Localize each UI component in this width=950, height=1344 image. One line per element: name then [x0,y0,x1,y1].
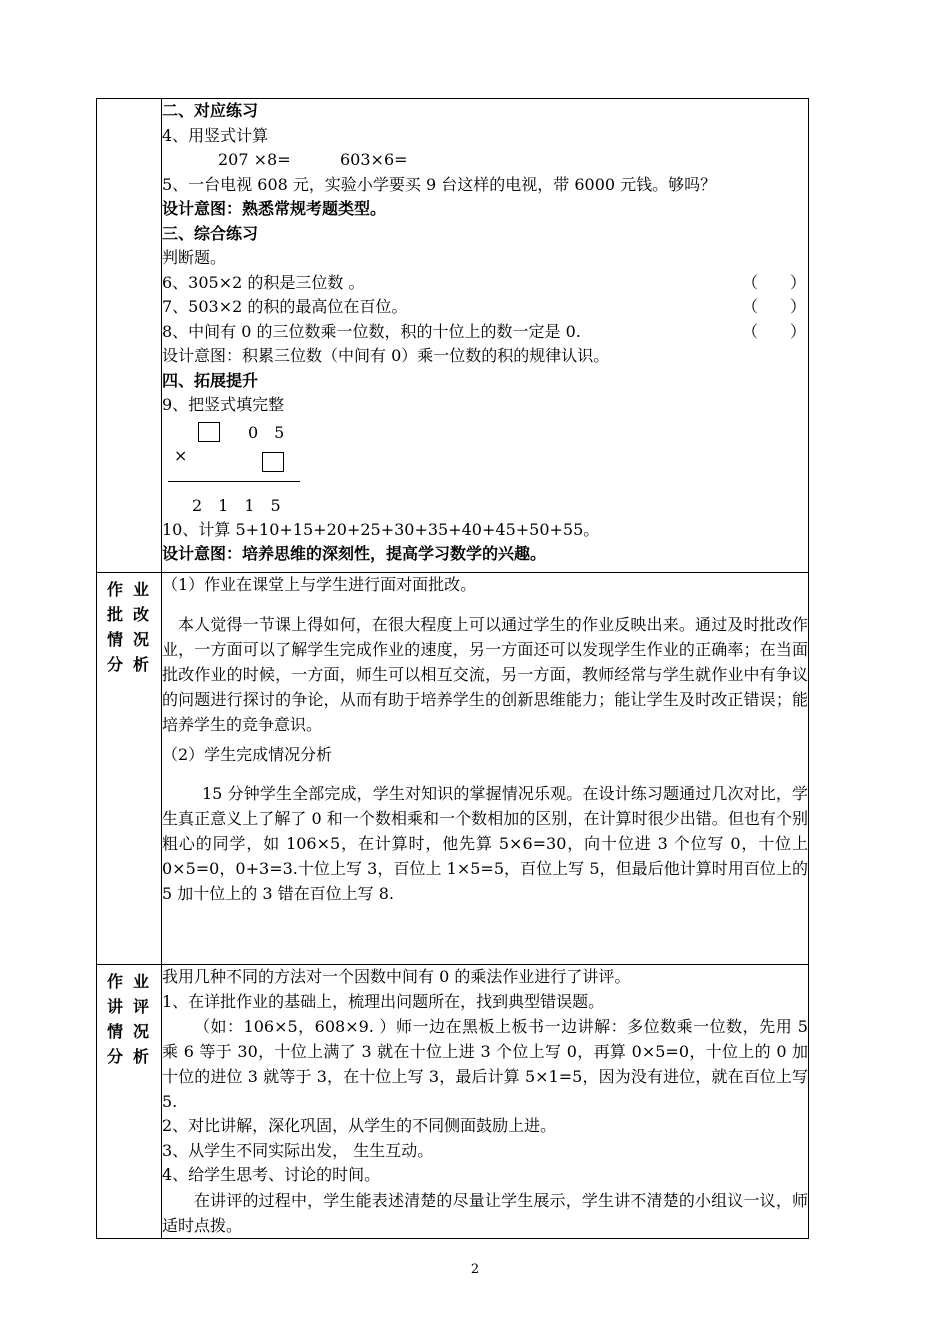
question-4-calculations [162,148,808,173]
page-number: 2 [470,1262,480,1277]
heading-corresponding-practice: 二、对应练习 [162,101,259,120]
question-7-text: 7、503×2 的积的最高位在百位。 [162,297,408,316]
blank-box-multiplier[interactable] [262,452,284,472]
review-point-2: 2、对比讲解，深化巩固，从学生的不同侧面鼓励上进。 [162,1116,557,1135]
practice-label-cell [97,99,162,573]
review-conclusion: 在讲评的过程中，学生能表述清楚的尽量让学生展示，学生讲不清楚的小组议一议，师适时点拨。 [162,1190,808,1235]
blank-box-hundreds[interactable] [198,422,220,442]
vertical-calculation [162,418,808,514]
grading-label-cell [97,573,162,965]
grading-content-cell [162,573,809,965]
review-point-4: 4、给学生思考、讨论的时间。 [162,1165,381,1184]
grading-paragraph-2: 15 分钟学生全部完成，学生对知识的掌握情况乐观。在设计练习题通过几次对比，学生真正意义上了解了 0 和一个数相乘和一个数相加的区别，在计算时很少出错。但也有个别粗心的同学，如 106×5，在计算时，他先算 5×6=30，向十位进 3 个位写 0，十位上 0×5=0，0+3=3.十位上写 3，百位上 1×5=5，百位上写 5，但最后他计算时用百位上的 5 加十位上的 3 错在百位上写 8. [162,784,808,903]
answer-paren-8[interactable]: （ ） [741,321,806,341]
practice-row [97,99,809,573]
vertical-top-digits: 0 5 [248,422,285,442]
grading-paragraph-1: 本人觉得一节课上得如何，在很大程度上可以通过学生的作业反映出来。通过及时批改作业，一方面可以了解学生完成作业的速度，另一方面还可以发现学生作业的正确率；在当面批改作业的时候，一方面，师生可以相互交流，另一方面，教师经常与学生就作业中有争议的问题进行探讨的争论，从而有助于培养学生的创新思维能力；能让学生及时改正错误；能培养学生的竞争意识。 [162,614,808,734]
review-label-cell [97,965,162,1239]
grading-row [97,573,809,965]
review-example: （如：106×5，608×9. ）师一边在黑板上板书一边讲解：多位数乘一位数，先用 5 乘 6 等于 30，十位上满了 3 就在十位上进 3 个位上写 0，再算 0×5=0，十位上的 0 加十位的进位 3 就等于 3，在十位上写 3，最后计算 5×1=5，因为没有进位，就在百位上写 5. [162,1017,808,1111]
question-8-text: 8、中间有 0 的三位数乘一位数，积的十位上的数一定是 0. [162,321,581,341]
vertical-rule [168,481,300,482]
question-5: 5、一台电视 608 元，实验小学要买 9 台这样的电视，带 6000 元钱。够吗？ [162,174,717,194]
question-6 [162,271,808,296]
calc-603x6: 603×6= [340,150,408,169]
question-4: 4、用竖式计算 [162,125,269,145]
answer-paren-6[interactable]: （ ） [741,272,806,292]
grading-point-1: （1）作业在课堂上与学生进行面对面批改。 [162,575,477,594]
judgement-title: 判断题。 [162,248,227,267]
design-intent-1: 设计意图：熟悉常规考题类型。 [162,199,387,218]
question-7 [162,295,808,320]
review-intro: 我用几种不同的方法对一个因数中间有 0 的乘法作业进行了讲评。 [162,967,631,986]
question-6-text: 6、305×2 的积是三位数 。 [162,272,365,292]
practice-content-cell [162,99,809,573]
question-10: 10、计算 5+10+15+20+25+30+35+40+45+50+55。 [162,519,600,539]
design-intent-3: 设计意图：培养思维的深刻性，提高学习数学的兴趣。 [162,544,547,563]
heading-comprehensive-practice: 三、综合练习 [162,223,259,243]
question-9: 9、把竖式填完整 [162,395,285,414]
grading-label: 作 业 批 改 情 况 分 析 [107,580,149,674]
heading-extension: 四、拓展提升 [162,370,259,390]
grading-point-2: （2）学生完成情况分析 [162,744,333,764]
review-point-1: 1、在详批作业的基础上，梳理出问题所在，找到典型错误题。 [162,991,605,1011]
lesson-table [96,98,809,1239]
review-point-3: 3、从学生不同实际出发， 生生互动。 [162,1140,434,1160]
answer-paren-7[interactable]: （ ） [741,297,806,316]
times-sign: × [174,445,188,465]
review-content-cell [162,965,809,1239]
design-intent-2: 设计意图：积累三位数（中间有 0）乘一位数的积的规律认识。 [162,346,610,365]
question-8 [162,320,808,345]
calc-207x8: 207 ×8= [218,150,291,169]
vertical-result: 2 1 1 5 [192,495,281,515]
review-row [97,965,809,1239]
review-label: 作 业 讲 评 情 况 分 析 [107,972,149,1066]
